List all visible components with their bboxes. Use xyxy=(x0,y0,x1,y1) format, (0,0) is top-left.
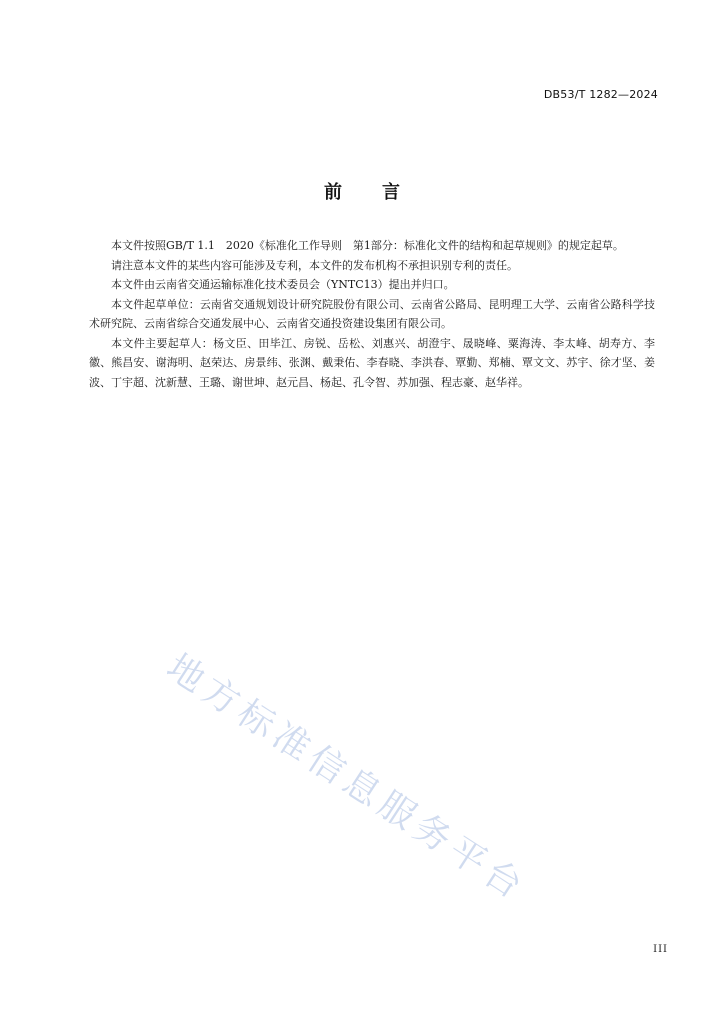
page-title: 前言 xyxy=(324,182,440,203)
paragraph-drafters: 本文件主要起草人：杨文臣、田毕江、房锐、岳松、刘惠兴、胡澄宇、晟晓峰、粟海涛、李太峰、胡寿方、李徽、熊昌安、谢海明、赵荣达、房景纬、张渊、戴秉佑、李春晓、李洪春、覃勤、郑楠、覃文文、苏宇、徐才坚、姜波、丁宇超、沈新慧、王璐、谢世坤、赵元昌、杨起、孔令智、苏加强、程志豪、赵华祥。 xyxy=(89,336,655,389)
page-number: III xyxy=(653,944,668,955)
watermark: 地方标准信息服务平台 xyxy=(159,646,534,910)
document-code: DB53/T 1282—2024 xyxy=(543,88,658,101)
paragraph-drafting-rules: 本文件按照GB/T 1.1 2020《标准化工作导则 第1部分：标准化文件的结构和起草规则》的规定起草。 xyxy=(111,239,624,252)
paragraph-drafting-units: 本文件起草单位：云南省交通规划设计研究院股份有限公司、云南省公路局、昆明理工大学、云南省公路科学技术研究院、云南省综合交通发展中心、云南省交通投资建设集团有限公司。 xyxy=(89,297,655,330)
foreword-body xyxy=(89,236,655,392)
paragraph-patent-notice: 请注意本文件的某些内容可能涉及专利，本文件的发布机构不承担识别专利的责任。 xyxy=(111,258,518,272)
paragraph-proposer: 本文件由云南省交通运输标准化技术委员会（YNTC13）提出并归口。 xyxy=(111,278,455,291)
